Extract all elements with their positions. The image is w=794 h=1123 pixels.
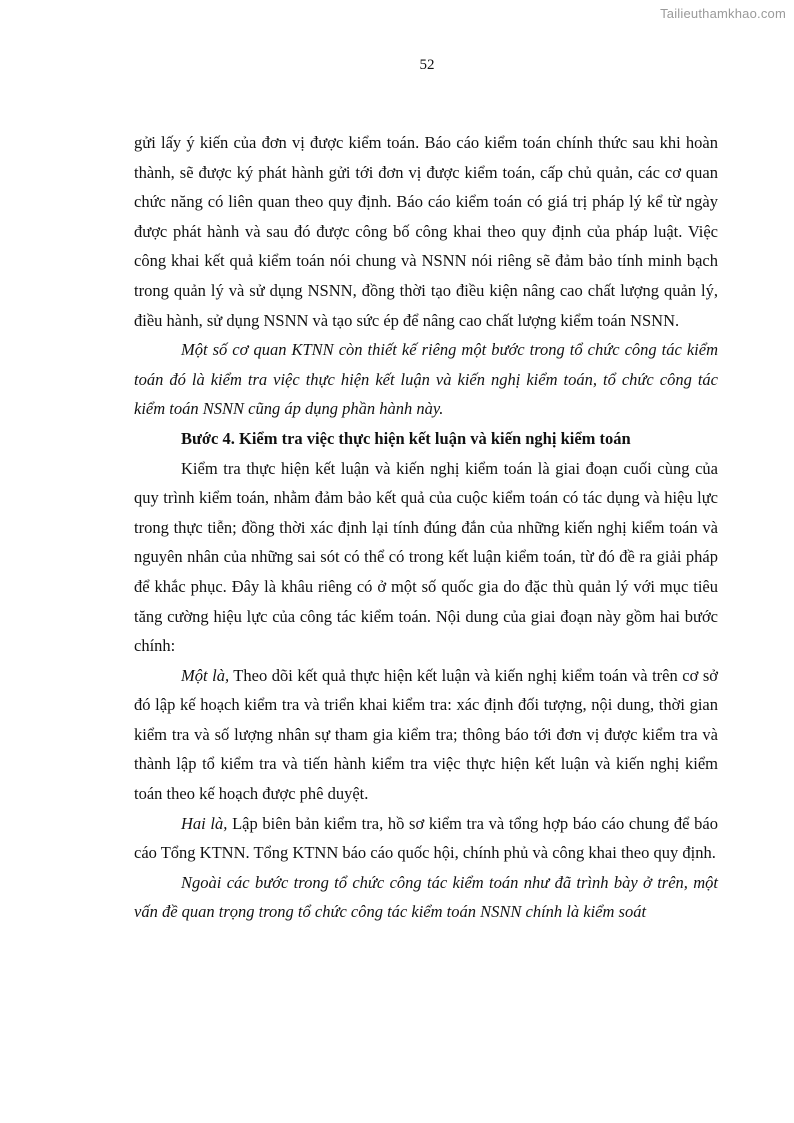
- step-one-body: Theo dõi kết quả thực hiện kết luận và kiến nghị kiểm toán và trên cơ sở đó lập kế hoạch kiểm tra và triển khai kiểm tra: xác định đối tượng, nội dung, thời gian kiểm tra và số lượng nhân sự tham gia kiểm tra; thông báo tới đơn vị được kiểm tra và thành lập tổ kiểm tra và tiến hành kiểm tra việc thực hiện kết luận và kiến nghị kiểm toán theo kế hoạch được phê duyệt.: [134, 665, 718, 804]
- watermark: Tailieuthamkhao.com: [660, 6, 786, 21]
- section-heading: Bước 4. Kiểm tra việc thực hiện kết luận và kiến nghị kiểm toán: [181, 428, 631, 448]
- paragraph-step-two: [134, 809, 718, 868]
- document-body: [134, 128, 718, 927]
- page-number: 52: [419, 57, 435, 73]
- step-two-body: Lập biên bản kiểm tra, hồ sơ kiểm tra và tổng hợp báo cáo chung để báo cáo Tổng KTNN. Tổng KTNN báo cáo quốc hội, chính phủ và công khai theo quy định.: [134, 813, 718, 863]
- paragraph: Kiểm tra thực hiện kết luận và kiến nghị kiểm toán là giai đoạn cuối cùng của quy trình kiểm toán, nhằm đảm bảo kết quả của cuộc kiểm toán có tác dụng và hiệu lực trong thực tiễn; đồng thời xác định lại tính đúng đắn của những kiến nghị kiểm toán và nguyên nhân của những sai sót có thể có trong kết luận kiểm toán, từ đó đề ra giải pháp để khắc phục. Đây là khâu riêng có ở một số quốc gia do đặc thù quản lý với mục tiêu tăng cường hiệu lực của công tác kiểm toán. Nội dung của giai đoạn này gồm hai bước chính:: [134, 458, 718, 656]
- paragraph-italic-note: Một số cơ quan KTNN còn thiết kế riêng một bước trong tổ chức công tác kiểm toán đó là kiểm tra việc thực hiện kết luận và kiến nghị kiểm toán, tổ chức công tác kiểm toán NSNN cũng áp dụng phần hành này.: [134, 340, 718, 419]
- step-one-lead: Một là,: [181, 665, 230, 685]
- paragraph: gửi lấy ý kiến của đơn vị được kiểm toán. Báo cáo kiểm toán chính thức sau khi hoàn thành, sẽ được ký phát hành gửi tới đơn vị được kiểm toán, cấp chủ quản, các cơ quan chức năng có liên quan theo quy định. Báo cáo kiểm toán có giá trị pháp lý kể từ ngày được phát hành và sau đó được công bố công khai theo quy định của pháp luật. Việc công khai kết quả kiểm toán nói chung và NSNN nói riêng sẽ đảm bảo tính minh bạch trong quản lý và sử dụng NSNN, đồng thời tạo điều kiện nâng cao chất lượng quản lý, điều hành, sử dụng NSNN và tạo sức ép để nâng cao chất lượng kiểm toán NSNN.: [134, 133, 718, 330]
- paragraph-step-one: [134, 661, 718, 809]
- step-two-lead: Hai là,: [181, 813, 228, 833]
- paragraph-italic-closing: Ngoài các bước trong tổ chức công tác kiểm toán như đã trình bày ở trên, một vấn đề quan trọng trong tổ chức công tác kiểm toán NSNN chính là kiểm soát: [134, 872, 718, 922]
